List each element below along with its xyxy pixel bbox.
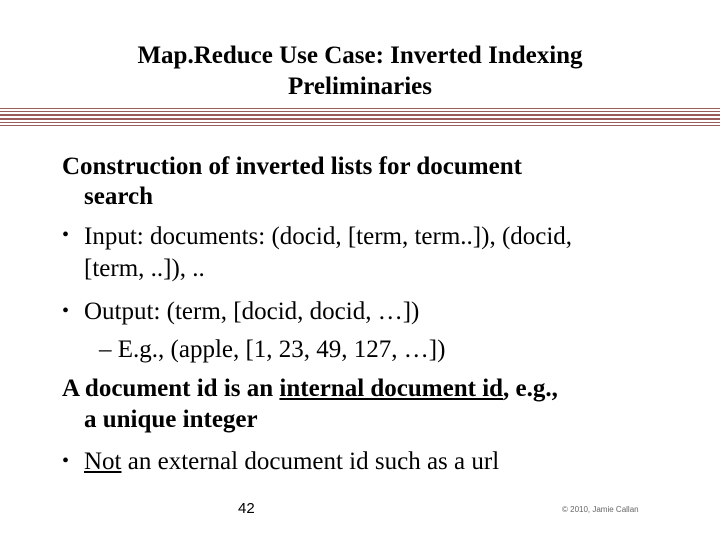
copyright-notice: © 2010, Jamie Callan xyxy=(562,505,639,514)
title-line-1: Map.Reduce Use Case: Inverted Indexing xyxy=(137,42,583,69)
page-number: 42 xyxy=(238,500,255,517)
slide-title xyxy=(0,40,720,102)
bullet-icon: • xyxy=(62,300,70,322)
not-external-bullet-text: Not an external document id such as a url xyxy=(84,448,500,475)
bullet-icon: • xyxy=(62,450,70,472)
heading-inverted-lists: Construction of inverted lists for document xyxy=(62,153,522,180)
heading-document-id-cont: a unique integer xyxy=(84,406,258,433)
heading-document-id: A document id is an internal document id, e.g., xyxy=(62,375,558,402)
input-bullet-text-cont: [term, ..]), .. xyxy=(84,255,205,282)
internal-document-id-term: internal document id xyxy=(279,375,504,402)
example-subbullet: – E.g., (apple, [1, 23, 49, 127, …]) xyxy=(99,336,446,363)
not-term: Not xyxy=(84,448,122,475)
title-line-2: Preliminaries xyxy=(288,73,432,100)
title-divider xyxy=(0,108,720,128)
heading-inverted-lists-cont: search xyxy=(84,183,153,210)
output-bullet-text: Output: (term, [docid, docid, …]) xyxy=(84,298,420,325)
input-bullet-text: Input: documents: (docid, [term, term..]), (docid, xyxy=(84,223,573,250)
bullet-icon: • xyxy=(62,224,70,246)
